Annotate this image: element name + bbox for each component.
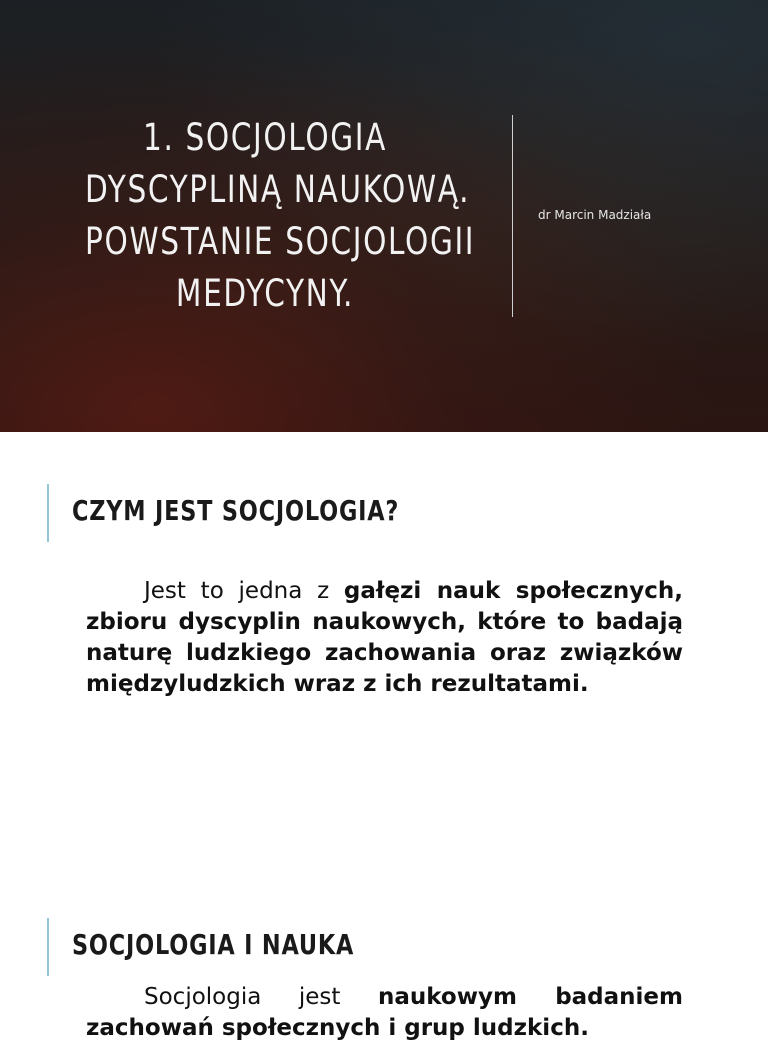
slide-title xyxy=(85,112,476,320)
slide-body-text xyxy=(86,982,683,1044)
author-name: dr Marcin Madziała xyxy=(538,208,652,222)
heading-accent-bar xyxy=(47,484,49,542)
slide-what-is-sociology xyxy=(0,432,768,882)
body-intro: Socjologia jest xyxy=(144,984,378,1010)
slide-sociology-and-science xyxy=(0,882,768,1041)
slide-heading: SOCJOLOGIA I NAUKA xyxy=(72,928,355,961)
body-emphasis: gałęzi nauk społecznych, zbioru dyscyplin naukowych, które to badają naturę ludzkiego zachowania oraz związków międzyludzkich wraz z ich rezultatami. xyxy=(86,578,683,697)
slide-body-text xyxy=(86,576,683,700)
title-line-4: MEDYCYNY. xyxy=(175,272,355,315)
body-intro: Jest to jedna z xyxy=(144,578,344,604)
slide-heading: CZYM JEST SOCJOLOGIA? xyxy=(72,494,400,527)
title-line-1: 1. SOCJOLOGIA xyxy=(143,116,387,159)
body-emphasis: naukowym badaniem zachowań społecznych i grup ludzkich. xyxy=(86,984,683,1041)
title-line-3: POWSTANIE SOCJOLOGII xyxy=(85,220,476,263)
title-divider xyxy=(512,115,513,317)
title-slide xyxy=(0,0,768,432)
title-line-2: DYSCYPLINĄ NAUKOWĄ. xyxy=(85,168,471,211)
heading-accent-bar xyxy=(47,918,49,976)
